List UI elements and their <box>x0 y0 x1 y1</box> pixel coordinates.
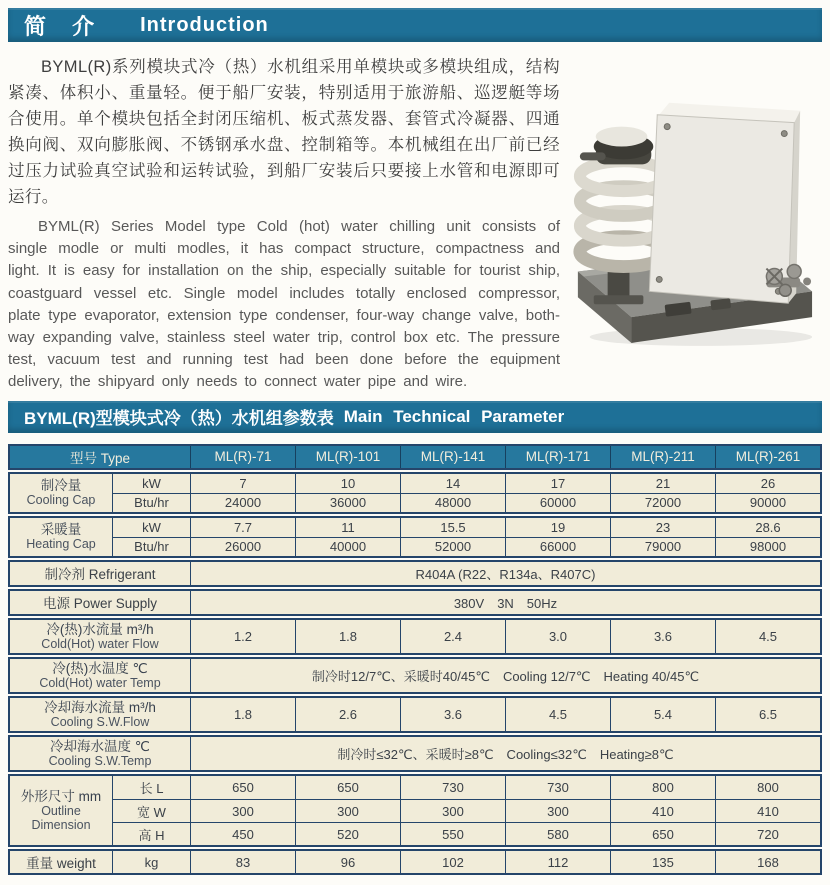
dimension-sublabel-width: 宽 W <box>112 799 190 822</box>
value-cell: 6.5 <box>715 698 820 731</box>
model-header-cell: ML(R)-211 <box>610 446 715 468</box>
intro-image-column <box>560 54 822 393</box>
row-label-outline-dimension: 外形尺寸 mm Outline Dimension <box>10 776 112 845</box>
value-cell: 83 <box>190 851 295 873</box>
value-cell: 90000 <box>715 493 820 512</box>
parameter-section-bar <box>8 401 822 433</box>
value-cell: 23 <box>610 518 715 537</box>
value-cell: 4.5 <box>505 698 610 731</box>
value-cell: 300 <box>505 799 610 822</box>
table-group-water-flow <box>8 618 822 655</box>
value-cell: 135 <box>610 851 715 873</box>
value-cell: 4.5 <box>715 620 820 653</box>
value-cell: 2.4 <box>400 620 505 653</box>
value-cell: 26000 <box>190 537 295 556</box>
unit-cell: Btu/hr <box>112 537 190 556</box>
dimension-sublabel-height: 高 H <box>112 822 190 845</box>
row-label-water-temp: 冷(热)水温度 ℃ Cold(Hot) water Temp <box>10 659 190 692</box>
value-cell: 19 <box>505 518 610 537</box>
value-cell: 14 <box>400 474 505 493</box>
type-header-cell: 型号 Type <box>10 446 190 468</box>
value-cell: 580 <box>505 822 610 845</box>
table-group-seawater-temp <box>8 735 822 772</box>
table-group-power-supply <box>8 589 822 616</box>
value-cell: 7.7 <box>190 518 295 537</box>
value-cell: 650 <box>295 776 400 799</box>
value-cell: 720 <box>715 822 820 845</box>
value-cell: 11 <box>295 518 400 537</box>
value-cell: 102 <box>400 851 505 873</box>
value-cell: 36000 <box>295 493 400 512</box>
value-cell: 40000 <box>295 537 400 556</box>
table-group-refrigerant <box>8 560 822 587</box>
power-value-cell: 380V 3N 50Hz <box>190 591 820 614</box>
value-cell: 7 <box>190 474 295 493</box>
row-label-refrigerant: 制冷剂 Refrigerant <box>10 562 190 585</box>
unit-cell: kg <box>112 851 190 873</box>
seawater-temp-value-cell: 制冷时≤32℃、采暖时≥8℃ Cooling≤32℃ Heating≥8℃ <box>190 737 820 770</box>
value-cell: 800 <box>610 776 715 799</box>
value-cell: 10 <box>295 474 400 493</box>
value-cell: 60000 <box>505 493 610 512</box>
value-cell: 450 <box>190 822 295 845</box>
row-label-cooling-capacity: 制冷量 Cooling Cap <box>10 474 112 512</box>
model-header-cell: ML(R)-101 <box>295 446 400 468</box>
parameter-title-zh: BYML(R)型模块式冷（热）水机组参数表 <box>24 409 334 429</box>
unit-cell: kW <box>112 518 190 537</box>
value-cell: 1.8 <box>190 698 295 731</box>
intro-text-column <box>8 54 560 393</box>
value-cell: 28.6 <box>715 518 820 537</box>
unit-cell: kW <box>112 474 190 493</box>
value-cell: 3.0 <box>505 620 610 653</box>
refrigerant-value-cell: R404A (R22、R134a、R407C) <box>190 562 820 585</box>
value-cell: 410 <box>610 799 715 822</box>
value-cell: 5.4 <box>610 698 715 731</box>
parameter-title-en: Main Technical Parameter <box>343 406 565 426</box>
row-label-weight: 重量 weight <box>10 851 112 873</box>
row-label-power-supply: 电源 Power Supply <box>10 591 190 614</box>
table-group-heating-capacity <box>8 516 822 558</box>
value-cell: 79000 <box>610 537 715 556</box>
value-cell: 48000 <box>400 493 505 512</box>
row-label-seawater-flow: 冷却海水流量 m³/h Cooling S.W.Flow <box>10 698 190 731</box>
unit-cell: Btu/hr <box>112 493 190 512</box>
value-cell: 21 <box>610 474 715 493</box>
value-cell: 800 <box>715 776 820 799</box>
water-temp-value-cell: 制冷时12/7℃、采暖时40/45℃ Cooling 12/7℃ Heating 40/45℃ <box>190 659 820 692</box>
value-cell: 112 <box>505 851 610 873</box>
value-cell: 26 <box>715 474 820 493</box>
dimension-sublabel-length: 长 L <box>112 776 190 799</box>
intro-paragraph-chinese: BYML(R)系列模块式冷（热）水机组采用单模块或多模块组成，结构紧凑、体积小、重量轻。便于船厂安装，特别适用于旅游船、巡逻艇等场合使用。单个模块包括全封闭压缩机、板式蒸发器、套管式冷凝器、四通换向阀、双向膨胀阀、不锈钢承水盘、控制箱等。本机械组在出厂前已经过压力试验真空试验和运转试验，到船厂安装后只要接上水管和电源即可运行。 <box>8 58 560 207</box>
value-cell: 24000 <box>190 493 295 512</box>
value-cell: 168 <box>715 851 820 873</box>
table-group-weight <box>8 849 822 875</box>
row-label-seawater-temp: 冷却海水温度 ℃ Cooling S.W.Temp <box>10 737 190 770</box>
value-cell: 1.8 <box>295 620 400 653</box>
value-cell: 17 <box>505 474 610 493</box>
value-cell: 730 <box>505 776 610 799</box>
model-header-cell: ML(R)-261 <box>715 446 820 468</box>
value-cell: 3.6 <box>400 698 505 731</box>
value-cell: 98000 <box>715 537 820 556</box>
value-cell: 52000 <box>400 537 505 556</box>
model-header-cell: ML(R)-171 <box>505 446 610 468</box>
table-group-water-temp <box>8 657 822 694</box>
value-cell: 410 <box>715 799 820 822</box>
value-cell: 15.5 <box>400 518 505 537</box>
table-group-cooling-capacity <box>8 472 822 514</box>
chiller-unit-photo <box>562 56 820 356</box>
value-cell: 66000 <box>505 537 610 556</box>
value-cell: 650 <box>610 822 715 845</box>
intro-title-zh: 简 介 <box>24 13 105 39</box>
row-label-heating-capacity: 采暖量 Heating Cap <box>10 518 112 556</box>
value-cell: 730 <box>400 776 505 799</box>
value-cell: 550 <box>400 822 505 845</box>
value-cell: 72000 <box>610 493 715 512</box>
value-cell: 2.6 <box>295 698 400 731</box>
value-cell: 300 <box>295 799 400 822</box>
table-header-row <box>8 444 822 470</box>
intro-paragraph-english: BYML(R) Series Model type Cold (hot) water chilling unit consists of single modle or multi modles, it has compact structure, compactness and light. It is easy for installation on the ship, especially suitable for tourist ship, coastguard vessel etc. Single model includes totally enclosed compressor, plate type evaporator, extension type condenser, four-way change valve, both-way expanding valve, stainless steel water trip, control box etc. The pressure test, vacuum test and running test had been done before the equipment delivery, the shipyard only needs to connect water pipe and wire. <box>8 218 560 390</box>
value-cell: 96 <box>295 851 400 873</box>
table-group-outline-dimension <box>8 774 822 847</box>
value-cell: 300 <box>190 799 295 822</box>
parameter-table <box>8 444 822 875</box>
value-cell: 520 <box>295 822 400 845</box>
value-cell: 650 <box>190 776 295 799</box>
intro-body <box>8 54 822 393</box>
value-cell: 3.6 <box>610 620 715 653</box>
table-group-seawater-flow <box>8 696 822 733</box>
value-cell: 300 <box>400 799 505 822</box>
intro-section-bar <box>8 8 822 42</box>
intro-title-en: Introduction <box>140 13 269 36</box>
value-cell: 1.2 <box>190 620 295 653</box>
model-header-cell: ML(R)-71 <box>190 446 295 468</box>
model-header-cell: ML(R)-141 <box>400 446 505 468</box>
row-label-water-flow: 冷(热)水流量 m³/h Cold(Hot) water Flow <box>10 620 190 653</box>
